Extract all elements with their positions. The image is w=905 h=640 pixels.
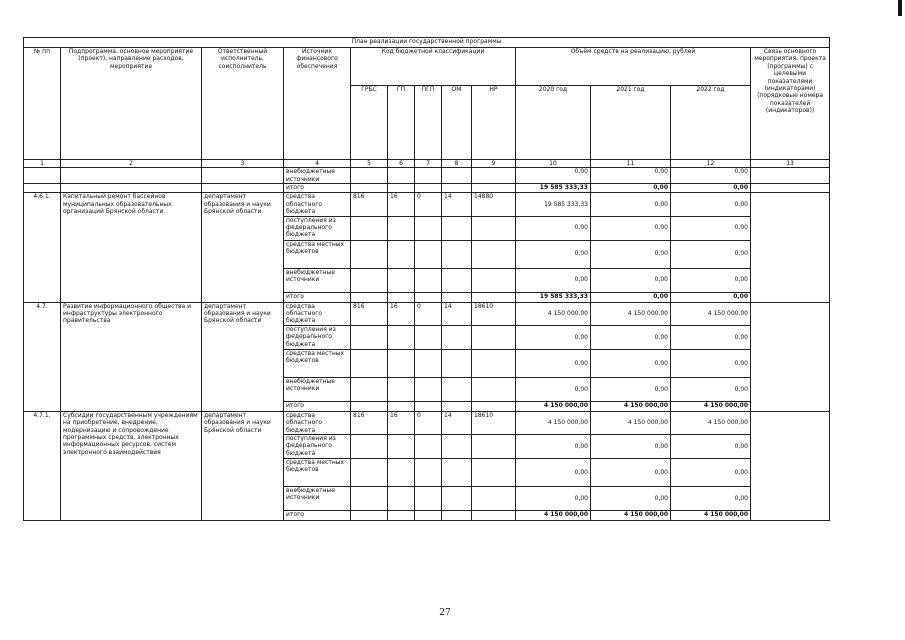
- row-number: 4.7.1.: [24, 411, 61, 520]
- value-2022: 0,00: [671, 487, 751, 511]
- value-2020: 0,00: [516, 216, 591, 240]
- code-pgp: [415, 377, 442, 401]
- code-grbs: [351, 377, 388, 401]
- table-title: План реализации государственной программы: [24, 38, 830, 48]
- code-nr: [472, 268, 516, 292]
- code-pgp: [415, 240, 442, 268]
- code-nr: 18610: [472, 411, 516, 434]
- code-gp: [388, 377, 415, 401]
- value-2022: 0,00: [671, 377, 751, 401]
- cell-empty: [351, 168, 388, 184]
- indicator-link: [751, 302, 830, 411]
- funding-source: итого: [284, 292, 351, 302]
- header-link: Связь основного мероприятия, проекта (программы) с целевыми показателями (индикаторами) (порядковые номера показателей (индикаторов)): [751, 48, 830, 160]
- value-2020: 0,00: [516, 325, 591, 349]
- code-om: [442, 325, 472, 349]
- funding-source: поступления из федерального бюджета: [284, 216, 351, 240]
- page-number: 27: [439, 608, 451, 618]
- code-grbs: 816: [351, 411, 388, 434]
- row-number: 4.6.1.: [24, 193, 61, 302]
- responsible-executor: департамент образования и науки Брянской области: [202, 411, 284, 520]
- cell-empty: [442, 184, 472, 193]
- column-number: 13: [751, 160, 830, 168]
- funding-source: итого: [284, 511, 351, 521]
- code-pgp: 0: [415, 193, 442, 216]
- value-2022: 0,00: [671, 435, 751, 459]
- cell-empty: [202, 168, 284, 184]
- code-gp: [388, 216, 415, 240]
- column-number: 1: [24, 160, 61, 168]
- code-gp: [388, 325, 415, 349]
- code-grbs: [351, 487, 388, 511]
- cell-empty: [751, 168, 830, 184]
- cell-value-2021: 0,00: [591, 168, 671, 184]
- column-number: 3: [202, 160, 284, 168]
- value-2020: 4 150 000,00: [516, 401, 591, 411]
- cell-empty: [202, 184, 284, 193]
- column-number: 10: [516, 160, 591, 168]
- code-om: [442, 377, 472, 401]
- column-number: 6: [388, 160, 415, 168]
- code-om: [442, 401, 472, 411]
- header-budget-code: Код бюджетной классификации: [351, 48, 516, 86]
- cell-source: внебюджетные источники: [284, 168, 351, 184]
- carry-row: [24, 168, 830, 184]
- cell-empty: [415, 168, 442, 184]
- row-number: 4.7.: [24, 302, 61, 411]
- table-row: [24, 411, 830, 434]
- table-row: [24, 302, 830, 325]
- value-2021: 4 150 000,00: [591, 302, 671, 325]
- code-nr: [472, 511, 516, 521]
- funding-source: внебюджетные источники: [284, 487, 351, 511]
- indicator-link: [751, 411, 830, 520]
- value-2020: 0,00: [516, 240, 591, 268]
- cell-empty: [388, 184, 415, 193]
- code-gp: [388, 240, 415, 268]
- cell-value-2022: 0,00: [671, 184, 751, 193]
- value-2020: 0,00: [516, 435, 591, 459]
- value-2021: 0,00: [591, 193, 671, 216]
- code-om: 14: [442, 411, 472, 434]
- code-om: [442, 292, 472, 302]
- value-2020: 0,00: [516, 268, 591, 292]
- value-2022: 4 150 000,00: [671, 302, 751, 325]
- responsible-executor: департамент образования и науки Брянской области: [202, 302, 284, 411]
- code-grbs: [351, 349, 388, 377]
- carry-row: [24, 184, 830, 193]
- code-grbs: [351, 325, 388, 349]
- code-pgp: 0: [415, 302, 442, 325]
- code-pgp: [415, 349, 442, 377]
- value-2021: 4 150 000,00: [591, 411, 671, 434]
- code-grbs: [351, 268, 388, 292]
- code-grbs: [351, 459, 388, 487]
- value-2020: 19 585 333,33: [516, 193, 591, 216]
- cell-empty: [472, 168, 516, 184]
- code-om: 14: [442, 302, 472, 325]
- header-num: № пп: [24, 48, 61, 160]
- code-om: [442, 240, 472, 268]
- code-nr: [472, 401, 516, 411]
- value-2020: 0,00: [516, 459, 591, 487]
- code-pgp: [415, 511, 442, 521]
- value-2022: 0,00: [671, 349, 751, 377]
- column-number: 11: [591, 160, 671, 168]
- code-om: [442, 459, 472, 487]
- header-volume: Объём средств на реализацию, рублей: [516, 48, 751, 86]
- header-2021: 2021 год: [591, 86, 671, 160]
- column-number: 4: [284, 160, 351, 168]
- code-om: [442, 435, 472, 459]
- column-number: 9: [472, 160, 516, 168]
- value-2021: 0,00: [591, 325, 671, 349]
- value-2020: 4 150 000,00: [516, 511, 591, 521]
- value-2021: 0,00: [591, 435, 671, 459]
- value-2022: 0,00: [671, 292, 751, 302]
- column-number: 2: [61, 160, 202, 168]
- code-om: [442, 216, 472, 240]
- column-number: 12: [671, 160, 751, 168]
- code-grbs: 816: [351, 302, 388, 325]
- funding-source: внебюджетные источники: [284, 268, 351, 292]
- cell-empty: [388, 168, 415, 184]
- value-2020: 4 150 000,00: [516, 411, 591, 434]
- cell-empty: [415, 184, 442, 193]
- value-2022: 0,00: [671, 459, 751, 487]
- header-gp: ГП: [388, 86, 415, 160]
- code-gp: [388, 511, 415, 521]
- value-2022: 0,00: [671, 240, 751, 268]
- value-2022: 0,00: [671, 268, 751, 292]
- cell-empty: [61, 184, 202, 193]
- column-number: 5: [351, 160, 388, 168]
- funding-source: итого: [284, 401, 351, 411]
- value-2021: 0,00: [591, 377, 671, 401]
- column-numbers-row: [24, 160, 830, 168]
- funding-source: поступления из федерального бюджета: [284, 325, 351, 349]
- code-gp: [388, 487, 415, 511]
- code-nr: 14880: [472, 193, 516, 216]
- code-pgp: [415, 401, 442, 411]
- value-2021: 0,00: [591, 268, 671, 292]
- program-plan-table: [23, 37, 830, 521]
- code-nr: [472, 459, 516, 487]
- header-2020: 2020 год: [516, 86, 591, 160]
- code-nr: [472, 377, 516, 401]
- cell-empty: [442, 168, 472, 184]
- activity-name: Капитальный ремонт бассейнов муниципальных образовательных организаций Брянской области: [61, 193, 202, 302]
- cell-empty: [351, 184, 388, 193]
- funding-source: средства местных бюджетов: [284, 240, 351, 268]
- value-2020: 0,00: [516, 349, 591, 377]
- code-pgp: [415, 435, 442, 459]
- value-2022: 4 150 000,00: [671, 411, 751, 434]
- table-row: [24, 193, 830, 216]
- value-2021: 0,00: [591, 459, 671, 487]
- value-2022: 0,00: [671, 325, 751, 349]
- cell-empty: [472, 184, 516, 193]
- value-2022: 0,00: [671, 193, 751, 216]
- value-2020: 4 150 000,00: [516, 302, 591, 325]
- value-2020: 0,00: [516, 377, 591, 401]
- activity-name: Субсидии государственным учреждениям на приобретение, внедрение, модернизацию и сопровождение программных средств, электронных информационных ресурсов, систем электронного взаимодействия: [61, 411, 202, 520]
- code-grbs: [351, 511, 388, 521]
- cell-value-2020: 0,00: [516, 168, 591, 184]
- scan-edge-mark: [898, 0, 902, 16]
- code-grbs: [351, 216, 388, 240]
- code-gp: [388, 435, 415, 459]
- funding-source: средства областного бюджета: [284, 193, 351, 216]
- value-2021: 4 150 000,00: [591, 401, 671, 411]
- table-body: [24, 38, 830, 521]
- responsible-executor: департамент образования и науки Брянской области: [202, 193, 284, 302]
- code-grbs: [351, 240, 388, 268]
- value-2020: 19 585 333,33: [516, 292, 591, 302]
- code-pgp: [415, 325, 442, 349]
- code-grbs: [351, 435, 388, 459]
- cell-source: итого: [284, 184, 351, 193]
- value-2021: 0,00: [591, 216, 671, 240]
- funding-source: внебюджетные источники: [284, 377, 351, 401]
- code-nr: [472, 435, 516, 459]
- code-nr: [472, 487, 516, 511]
- code-pgp: 0: [415, 411, 442, 434]
- header-responsible: Ответственный исполнитель, соисполнитель: [202, 48, 284, 160]
- funding-source: средства местных бюджетов: [284, 459, 351, 487]
- value-2021: 4 150 000,00: [591, 511, 671, 521]
- code-pgp: [415, 268, 442, 292]
- header-nr: НР: [472, 86, 516, 160]
- value-2021: 0,00: [591, 349, 671, 377]
- code-grbs: [351, 292, 388, 302]
- code-pgp: [415, 216, 442, 240]
- code-om: [442, 268, 472, 292]
- header-program: Подпрограмма, основное мероприятие (проект), направление расходов, мероприятие: [61, 48, 202, 160]
- funding-source: средства местных бюджетов: [284, 349, 351, 377]
- cell-value-2021: 0,00: [591, 184, 671, 193]
- header-grbs: ГРБС: [351, 86, 388, 160]
- header-source: Источник финансового обеспечения: [284, 48, 351, 160]
- cell-empty: [24, 168, 61, 184]
- code-grbs: 816: [351, 193, 388, 216]
- cell-empty: [24, 184, 61, 193]
- code-gp: [388, 268, 415, 292]
- code-gp: 16: [388, 193, 415, 216]
- funding-source: средства областного бюджета: [284, 411, 351, 434]
- code-pgp: [415, 292, 442, 302]
- code-gp: [388, 292, 415, 302]
- code-pgp: [415, 487, 442, 511]
- value-2021: 0,00: [591, 487, 671, 511]
- cell-empty: [61, 168, 202, 184]
- header-pgp: ПГП: [415, 86, 442, 160]
- code-nr: [472, 325, 516, 349]
- code-om: [442, 487, 472, 511]
- activity-name: Развитие информационного общества и инфраструктуры электронного правительства: [61, 302, 202, 411]
- code-gp: 16: [388, 302, 415, 325]
- code-om: [442, 511, 472, 521]
- code-nr: [472, 240, 516, 268]
- code-om: [442, 349, 472, 377]
- value-2021: 0,00: [591, 292, 671, 302]
- value-2022: 4 150 000,00: [671, 511, 751, 521]
- code-nr: [472, 349, 516, 377]
- value-2020: 0,00: [516, 487, 591, 511]
- header-2022: 2022 год: [671, 86, 751, 160]
- value-2021: 0,00: [591, 240, 671, 268]
- column-number: 8: [442, 160, 472, 168]
- funding-source: поступления из федерального бюджета: [284, 435, 351, 459]
- cell-value-2022: 0,00: [671, 168, 751, 184]
- code-pgp: [415, 459, 442, 487]
- value-2022: 0,00: [671, 216, 751, 240]
- code-om: 14: [442, 193, 472, 216]
- code-gp: 16: [388, 411, 415, 434]
- code-nr: 18610: [472, 302, 516, 325]
- header-om: ОМ: [442, 86, 472, 160]
- code-grbs: [351, 401, 388, 411]
- cell-empty: [751, 184, 830, 193]
- code-gp: [388, 459, 415, 487]
- column-number: 7: [415, 160, 442, 168]
- code-nr: [472, 292, 516, 302]
- code-gp: [388, 401, 415, 411]
- indicator-link: [751, 193, 830, 302]
- code-nr: [472, 216, 516, 240]
- value-2022: 4 150 000,00: [671, 401, 751, 411]
- cell-value-2020: 19 585 333,33: [516, 184, 591, 193]
- funding-source: средства областного бюджета: [284, 302, 351, 325]
- code-gp: [388, 349, 415, 377]
